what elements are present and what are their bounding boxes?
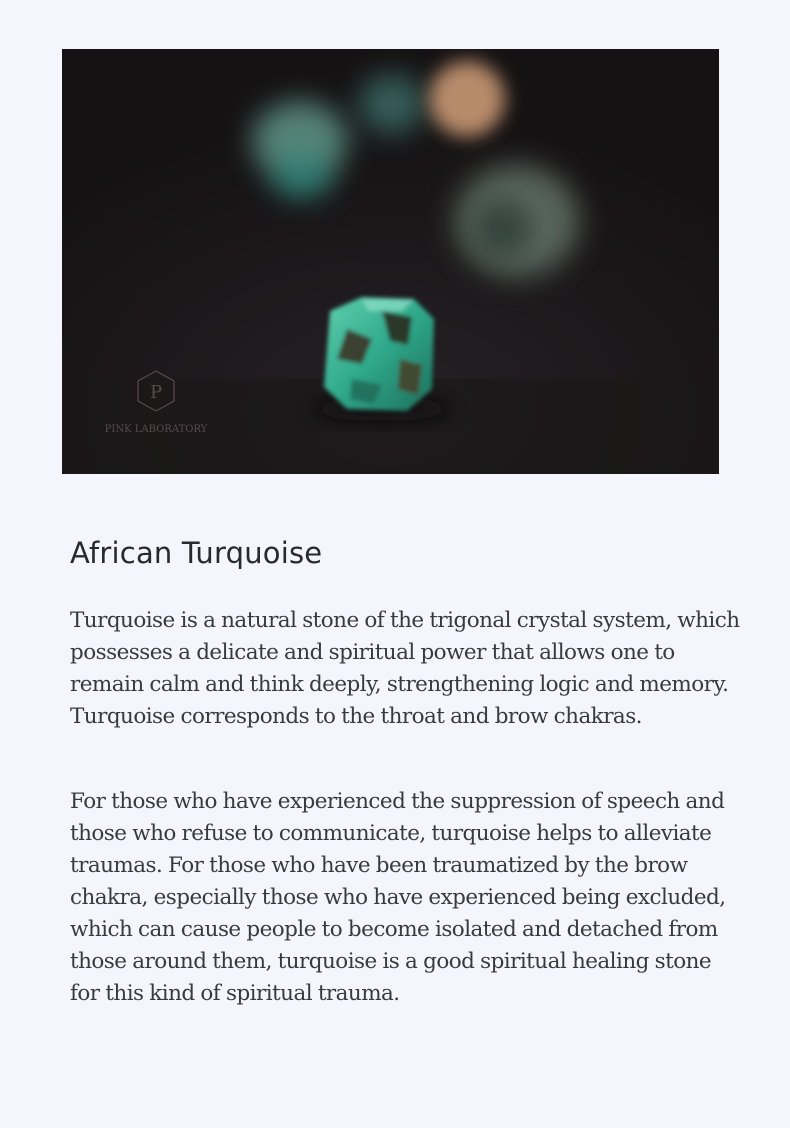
svg-text:P: P xyxy=(149,382,163,403)
svg-text:PINK LABORATORY: PINK LABORATORY xyxy=(104,424,208,435)
product-photo xyxy=(62,49,719,474)
page-title: African Turquoise xyxy=(70,536,323,570)
description-paragraph: For those who have experienced the suppression of speech and those who refuse to communicate, turquoise helps to alleviate traumas. For those who have been traumatized by the brow chakra, especially those who have experienced being excluded, which can cause people to become isolated and detached from those around them, turquoise is a good spiritual healing stone for this kind of spiritual trauma. xyxy=(70,789,726,1006)
description-paragraph: Turquoise is a natural stone of the trigonal crystal system, which possesses a delicate and spiritual power that allows one to remain calm and think deeply, strengthening logic and memory. Turquoise corresponds to the throat and brow chakras. xyxy=(70,608,740,729)
turquoise-stone-image xyxy=(62,49,719,474)
